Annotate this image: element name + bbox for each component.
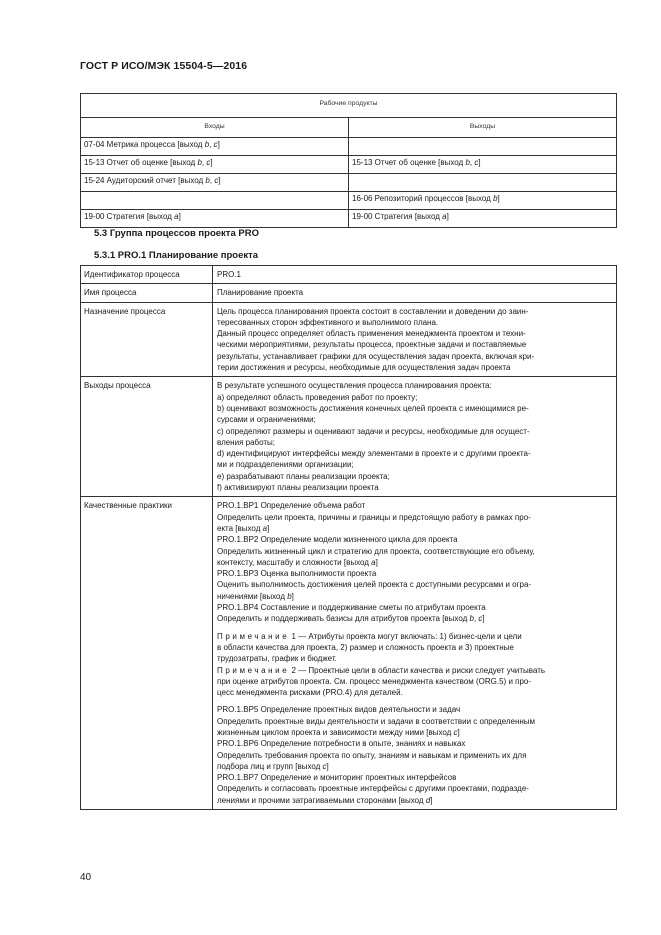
text-line: 1 — Атрибуты проекта могут включать: 1) бизнес-цели и цели [289,631,522,641]
text-line: терии достижения и ресурсы, необходимые для осуществления задач проекта [217,363,511,373]
output-cell: 15-13 Отчет об оценке [выход b, c] [349,156,617,174]
work-products-caption: Рабочие продукты [81,94,617,118]
text-line: Определить и поддерживать базисы для атрибутов проекта [выход b, c] [217,614,485,624]
output-cell: 16-06 Репозиторий процессов [выход b] [349,192,617,210]
note-2-label: Примечание [217,665,290,675]
process-name-label: Имя процесса [81,284,213,302]
process-outcomes-label: Выходы процесса [81,377,213,497]
text-line: PRO.1.BP5 Определение проектных видов деятельности и задач [217,705,461,715]
process-id-value: PRO.1 [213,266,617,284]
text-line: подбора лиц и групп [выход c] [217,761,329,771]
base-practices-text [213,497,617,810]
text-line: PRO.1.BP1 Определение объема работ [217,501,366,511]
table-row [81,210,617,228]
text-line: a) определяют область проведения работ по проекту; [217,392,418,402]
input-cell: 19-00 Стратегия [выход a] [81,210,349,228]
text-line: ческими мероприятиями, результаты процесса, проектные задачи и поставляемые [217,340,527,350]
text-line: при оценке атрибутов проекта. См. процесс менеджмента качеством (ORG.5) и про- [217,676,532,686]
column-header-outputs: Выходы [349,118,617,138]
text-line: В результате успешного осуществления процесса планирования проекта: [217,381,492,391]
table-row [81,174,617,192]
input-cell: 15-24 Аудиторский отчет [выход b, c] [81,174,349,192]
text-line: d) идентифицируют интерфейсы между элементами в проекте и с другими проекта- [217,449,531,459]
text-line: c) определяют размеры и оценивают задачи и ресурсы, необходимые для осущест- [217,426,530,436]
text-line: сурсами и ограничениями; [217,415,316,425]
text-line: результаты, устанавливает графики для осуществления задач проекта, включая кри- [217,351,535,361]
text-line: в области качества для проекта, 2) размер и сложность проекта и 3) проектные [217,642,514,652]
process-table [80,265,617,810]
text-line: e) разрабатывают планы реализации проекта; [217,471,390,481]
subsection-heading: 5.3.1 PRO.1 Планирование проекта [94,250,259,261]
process-outcomes-text [213,377,617,497]
text-line: Определить требования проекта по опыту, знаниям и навыкам и применить их для [217,750,527,760]
text-line: екта [выход a] [217,523,270,533]
text-line: Цель процесса планирования проекта состоит в составлении и доведении до заин- [217,306,529,316]
input-cell [81,192,349,210]
text-line: ничениями [выход b] [217,591,294,601]
text-line: вления работы; [217,437,276,447]
text-line: PRO.1.BP2 Определение модели жизненного цикла для проекта [217,535,458,545]
process-name-value: Планирование проекта [213,284,617,302]
text-line: PRO.1.BP6 Определение потребности в опыте, знаниях и навыках [217,739,466,749]
text-line: Определить проектные виды деятельности и задачи в соответствии с определенным [217,716,536,726]
text-line: PRO.1.BP7 Определение и мониторинг проектных интерфейсов [217,773,457,783]
text-line: жизненным циклом проекта и зависимости между ними [выход c] [217,727,460,737]
document-header: ГОСТ Р ИСО/МЭК 15504-5—2016 [80,60,248,72]
section-heading: 5.3 Группа процессов проекта PRO [94,228,259,239]
text-line: PRO.1.BP4 Составление и поддерживание сметы по атрибутам проекта [217,603,486,613]
text-line: 2 — Проектные цели в области качества и риски следует учитывать [289,665,546,675]
process-purpose-text [213,302,617,377]
text-line: Определить и согласовать проектные интерфейсы с другими проектами, подразде- [217,784,529,794]
output-cell [349,138,617,156]
text-line: Определить жизненный цикл и стратегию для проекта, соответствующие его объему, [217,546,535,556]
text-line: лениями и прочими затрагиваемыми сторонами [выход d] [217,795,433,805]
column-header-inputs: Входы [81,118,349,138]
table-row [81,192,617,210]
text-line: ми и подразделениями организации; [217,460,354,470]
text-line: контексту, масштабу и сложности [выход a] [217,557,378,567]
text-line: трудозатраты, график и бюджет. [217,654,337,664]
work-products-table [80,93,617,228]
table-row [81,138,617,156]
note-1 [217,631,612,665]
text-line: Оценить выполнимость достижения целей проекта с доступными ресурсами и огра- [217,580,532,590]
process-id-label: Идентификатор процесса [81,266,213,284]
base-practices-label: Качественные практики [81,497,213,810]
process-purpose-label: Назначение процесса [81,302,213,377]
table-row [81,156,617,174]
text-line: Определить цели проекта, причины и границы и предстоящую работу в рамках про- [217,512,531,522]
text-line: Данный процесс определяет область применения менеджмента проектом и техни- [217,329,526,339]
text-line: b) оценивают возможность достижения конечных целей проекта с имеющимися ре- [217,403,529,413]
output-cell [349,174,617,192]
text-line: f) активизируют планы реализации проекта [217,483,379,493]
note-1-label: Примечание [217,631,290,641]
note-2 [217,665,612,699]
output-cell: 19-00 Стратегия [выход a] [349,210,617,228]
page-number: 40 [80,872,92,883]
text-line: цесс менеджмента рисками (PRO.4) для деталей. [217,688,403,698]
text-line: тересованных сторон эффективного и выполнимого плана. [217,317,439,327]
input-cell: 15-13 Отчет об оценке [выход b, c] [81,156,349,174]
text-line: PRO.1.BP3 Оценка выполнимости проекта [217,569,377,579]
input-cell: 07-04 Метрика процесса [выход b, c] [81,138,349,156]
